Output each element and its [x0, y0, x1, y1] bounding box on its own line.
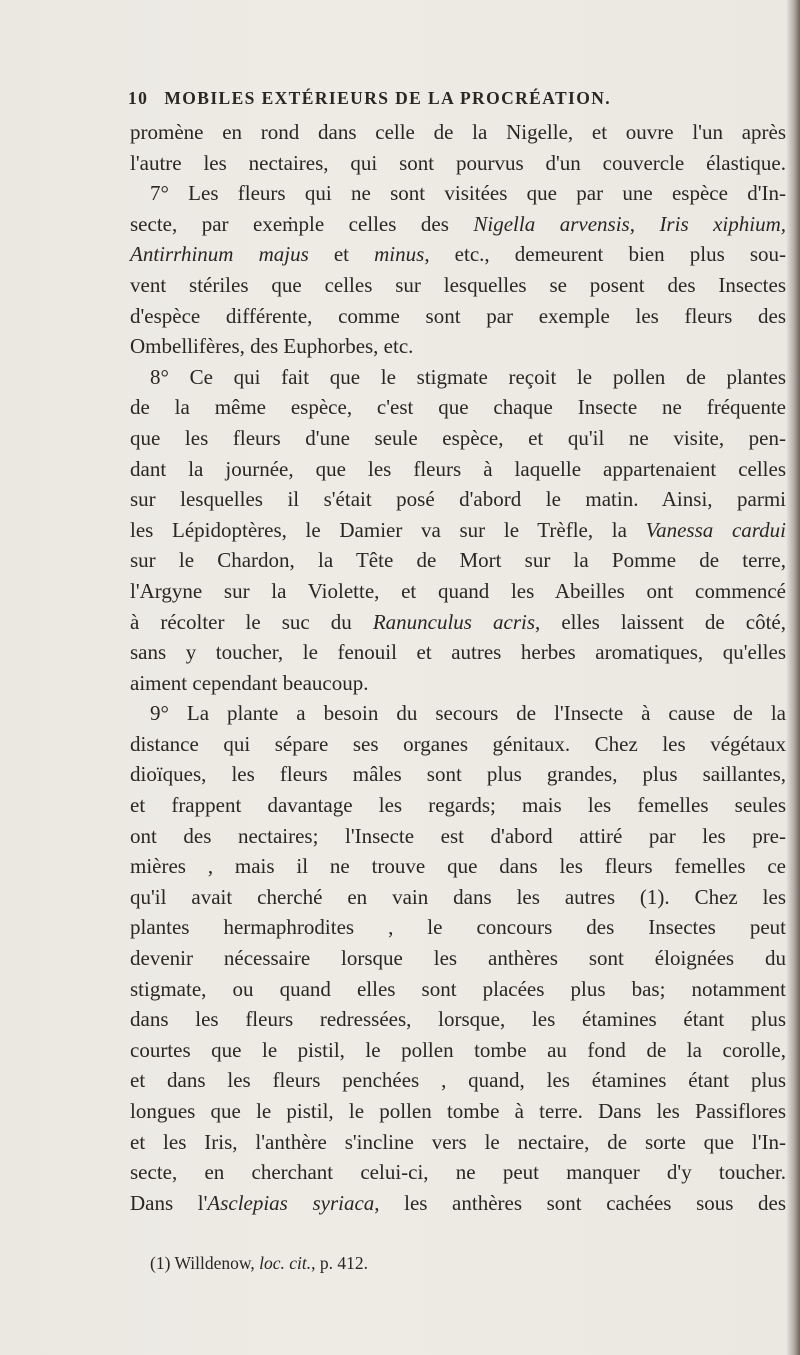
text-line — [130, 209, 786, 240]
text-line — [130, 729, 786, 760]
italic-text: Iris xiphium, — [659, 211, 786, 236]
text-line — [130, 148, 786, 179]
italic-text: loc. cit. — [259, 1253, 312, 1273]
text-run: secte, en cherchant celui-ci, ne peut manquer d'y toucher. — [130, 1160, 786, 1185]
text-line — [130, 912, 786, 943]
text-run: vent stériles que celles sur lesquelles se posent des Insectes — [130, 272, 786, 297]
italic-text: Asclepias syriaca — [207, 1190, 375, 1215]
running-head — [128, 88, 688, 109]
text-run: 7° Les fleurs qui ne sont visitées que par une espèce d'In- — [150, 181, 786, 206]
text-line — [130, 1035, 786, 1066]
text-run: 9° La plante a besoin du secours de l'Insecte à cause de la — [150, 701, 786, 726]
text-line — [130, 117, 786, 148]
text-run: Ombellifères, des Euphorbes, etc. — [130, 334, 414, 359]
text-run: l'Argyne sur la Violette, et quand les Abeilles ont commencé — [130, 578, 786, 603]
text-run: et — [308, 242, 375, 267]
text-run: , — [629, 211, 660, 236]
text-line — [130, 576, 786, 607]
text-line — [130, 301, 786, 332]
text-line — [130, 515, 786, 546]
text-run: dioïques, les fleurs mâles sont plus grandes, plus saillantes, — [130, 762, 786, 787]
text-line — [130, 1065, 786, 1096]
text-run: à récolter le suc du — [130, 609, 373, 634]
text-line — [130, 1188, 786, 1219]
text-line — [130, 1096, 786, 1127]
text-run: et dans les fleurs penchées , quand, les étamines étant plus — [130, 1068, 786, 1093]
text-run: et frappent davantage les regards; mais les femelles seules — [130, 793, 786, 818]
text-run: (1) Willdenow, — [150, 1253, 260, 1273]
text-line — [130, 607, 786, 638]
body-text — [130, 117, 786, 1218]
text-run: ont des nectaires; l'Insecte est d'abord attiré par les pre- — [130, 823, 786, 848]
text-run: sur lesquelles il s'était posé d'abord le matin. Ainsi, parmi — [130, 487, 786, 512]
text-run: , elles laissent de côté, — [535, 609, 786, 634]
text-run: de la même espèce, c'est que chaque Insecte ne fréquente — [130, 395, 786, 420]
text-run: aiment cependant beaucoup. — [130, 670, 369, 695]
footnote — [150, 1253, 368, 1274]
text-line — [130, 392, 786, 423]
running-title: MOBILES EXTÉRIEURS DE LA PROCRÉATION. — [164, 88, 612, 108]
text-run: longues que le pistil, le pollen tombe à terre. Dans les Passiflores — [130, 1099, 786, 1123]
italic-text: Nigella arvensis — [473, 211, 630, 236]
text-line — [130, 1157, 786, 1188]
text-line — [130, 851, 786, 882]
text-run: plantes hermaphrodites , le concours des Insectes peut — [130, 915, 786, 940]
text-line — [130, 637, 786, 668]
text-run: 8° Ce qui fait que le stigmate reçoit le pollen de plantes — [150, 364, 786, 389]
text-line — [130, 484, 786, 515]
text-line — [130, 545, 786, 576]
italic-text: minus — [374, 242, 425, 267]
text-line — [130, 423, 786, 454]
text-line — [130, 821, 786, 852]
text-line — [130, 362, 786, 393]
text-run: Dans l' — [130, 1190, 208, 1215]
text-run: courtes que le pistil, le pollen tombe au fond de la corolle, — [130, 1037, 786, 1062]
text-run: sur le Chardon, la Tête de Mort sur la Pomme de terre, — [130, 548, 786, 573]
text-run: devenir nécessaire lorsque les anthères sont éloignées du — [130, 946, 786, 971]
text-line — [130, 668, 786, 699]
text-run: secte, par exeṁple celles des — [130, 211, 474, 236]
text-run: mières , mais il ne trouve que dans les fleurs femelles ce — [130, 854, 786, 879]
text-run: qu'il avait cherché en vain dans les autres (1). Chez les — [130, 884, 786, 909]
text-line — [130, 331, 786, 362]
text-run: dant la journée, que les fleurs à laquelle appartenaient celles — [130, 456, 786, 481]
text-run: les Lépidoptères, le Damier va sur le Trèfle, la — [130, 517, 646, 542]
text-line — [130, 790, 786, 821]
text-line — [130, 759, 786, 790]
text-line — [130, 239, 786, 270]
text-line — [130, 178, 786, 209]
text-run: sans y toucher, le fenouil et autres herbes aromatiques, qu'elles — [130, 640, 786, 665]
text-run: , etc., demeurent bien plus sou- — [424, 242, 787, 267]
text-run: , les anthères sont cachées sous des — [374, 1190, 786, 1215]
text-line — [130, 1004, 786, 1035]
text-run: distance qui sépare ses organes génitaux. Chez les végétaux — [130, 731, 786, 756]
text-run: stigmate, ou quand elles sont placées plus bas; notamment — [130, 976, 786, 1001]
text-line — [130, 943, 786, 974]
page-edge-shadow — [786, 0, 800, 1355]
text-run: et les Iris, l'anthère s'incline vers le nectaire, de sorte que l'In- — [130, 1129, 786, 1154]
text-line — [130, 454, 786, 485]
text-run: l'autre les nectaires, qui sont pourvus d'un couvercle élastique. — [130, 150, 786, 175]
text-run: que les fleurs d'une seule espèce, et qu'il ne visite, pen- — [130, 425, 786, 450]
text-run: , p. 412. — [311, 1253, 369, 1273]
text-line — [130, 698, 786, 729]
text-line — [130, 974, 786, 1005]
text-run: d'espèce différente, comme sont par exemple les fleurs des — [130, 303, 786, 328]
text-line — [130, 882, 786, 913]
italic-text: Ranunculus acris — [372, 609, 536, 634]
italic-text: Antirrhinum majus — [130, 242, 309, 267]
text-run: dans les fleurs redressées, lorsque, les étamines étant plus — [130, 1007, 786, 1032]
text-run: promène en rond dans celle de la Nigelle, et ouvre l'un après — [130, 120, 786, 144]
text-line — [130, 270, 786, 301]
text-line — [130, 1127, 786, 1158]
italic-text: Vanessa cardui — [645, 517, 786, 542]
page-number: 10 — [128, 88, 149, 108]
